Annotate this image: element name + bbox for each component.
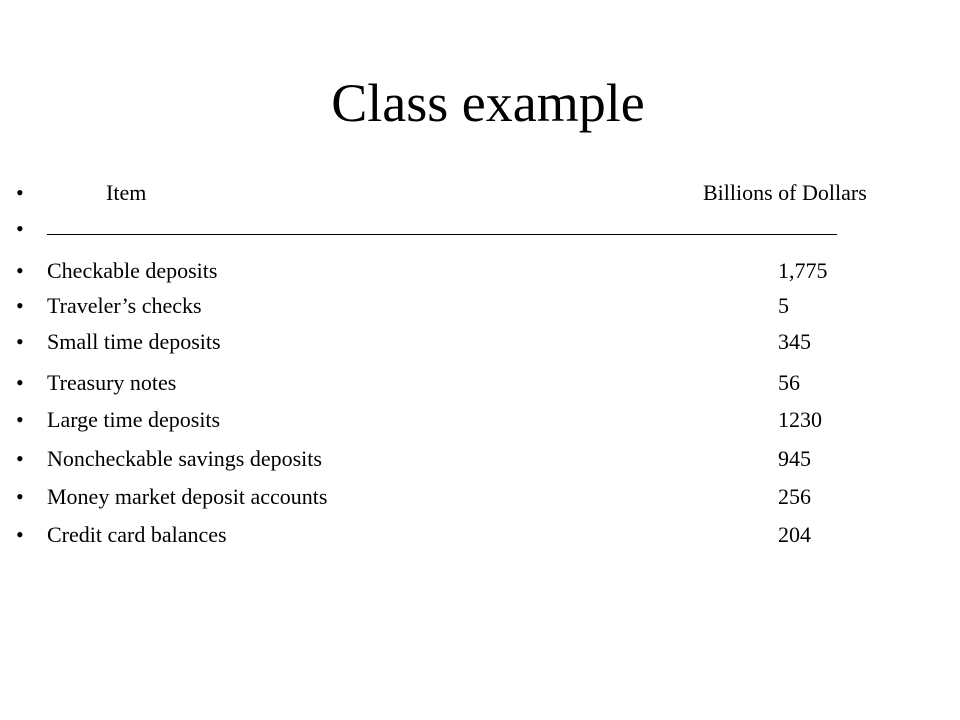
bullet-icon: • xyxy=(16,180,24,205)
row-label: Small time deposits xyxy=(47,329,221,354)
bullet-icon: • xyxy=(16,293,24,318)
bullet-icon: • xyxy=(16,370,24,395)
row-label: Credit card balances xyxy=(47,522,227,547)
row-label: Checkable deposits xyxy=(47,258,218,283)
slide-title: Class example xyxy=(331,73,645,133)
row-value: 256 xyxy=(778,484,811,509)
bullet-icon: • xyxy=(16,216,24,241)
row-label: Traveler’s checks xyxy=(47,293,202,318)
row-value: 945 xyxy=(778,446,811,471)
bullet-icon: • xyxy=(16,484,24,509)
row-value: 345 xyxy=(778,329,811,354)
row-value: 56 xyxy=(778,370,800,395)
row-value: 1,775 xyxy=(778,258,828,283)
bullet-icon: • xyxy=(16,407,24,432)
row-label: Large time deposits xyxy=(47,407,221,432)
row-label: Money market deposit accounts xyxy=(47,484,328,509)
row-label: Noncheckable savings deposits xyxy=(47,446,322,471)
column-header-item: Item xyxy=(106,180,147,205)
row-value: 5 xyxy=(778,293,789,318)
column-header-value: Billions of Dollars xyxy=(703,180,867,205)
divider-line xyxy=(47,234,837,235)
bullet-icon: • xyxy=(16,522,24,547)
row-label: Treasury notes xyxy=(47,370,177,395)
row-value: 1230 xyxy=(778,407,822,432)
row-value: 204 xyxy=(778,522,811,547)
bullet-icon: • xyxy=(16,446,24,471)
bullet-icon: • xyxy=(16,258,24,283)
bullet-icon: • xyxy=(16,329,24,354)
